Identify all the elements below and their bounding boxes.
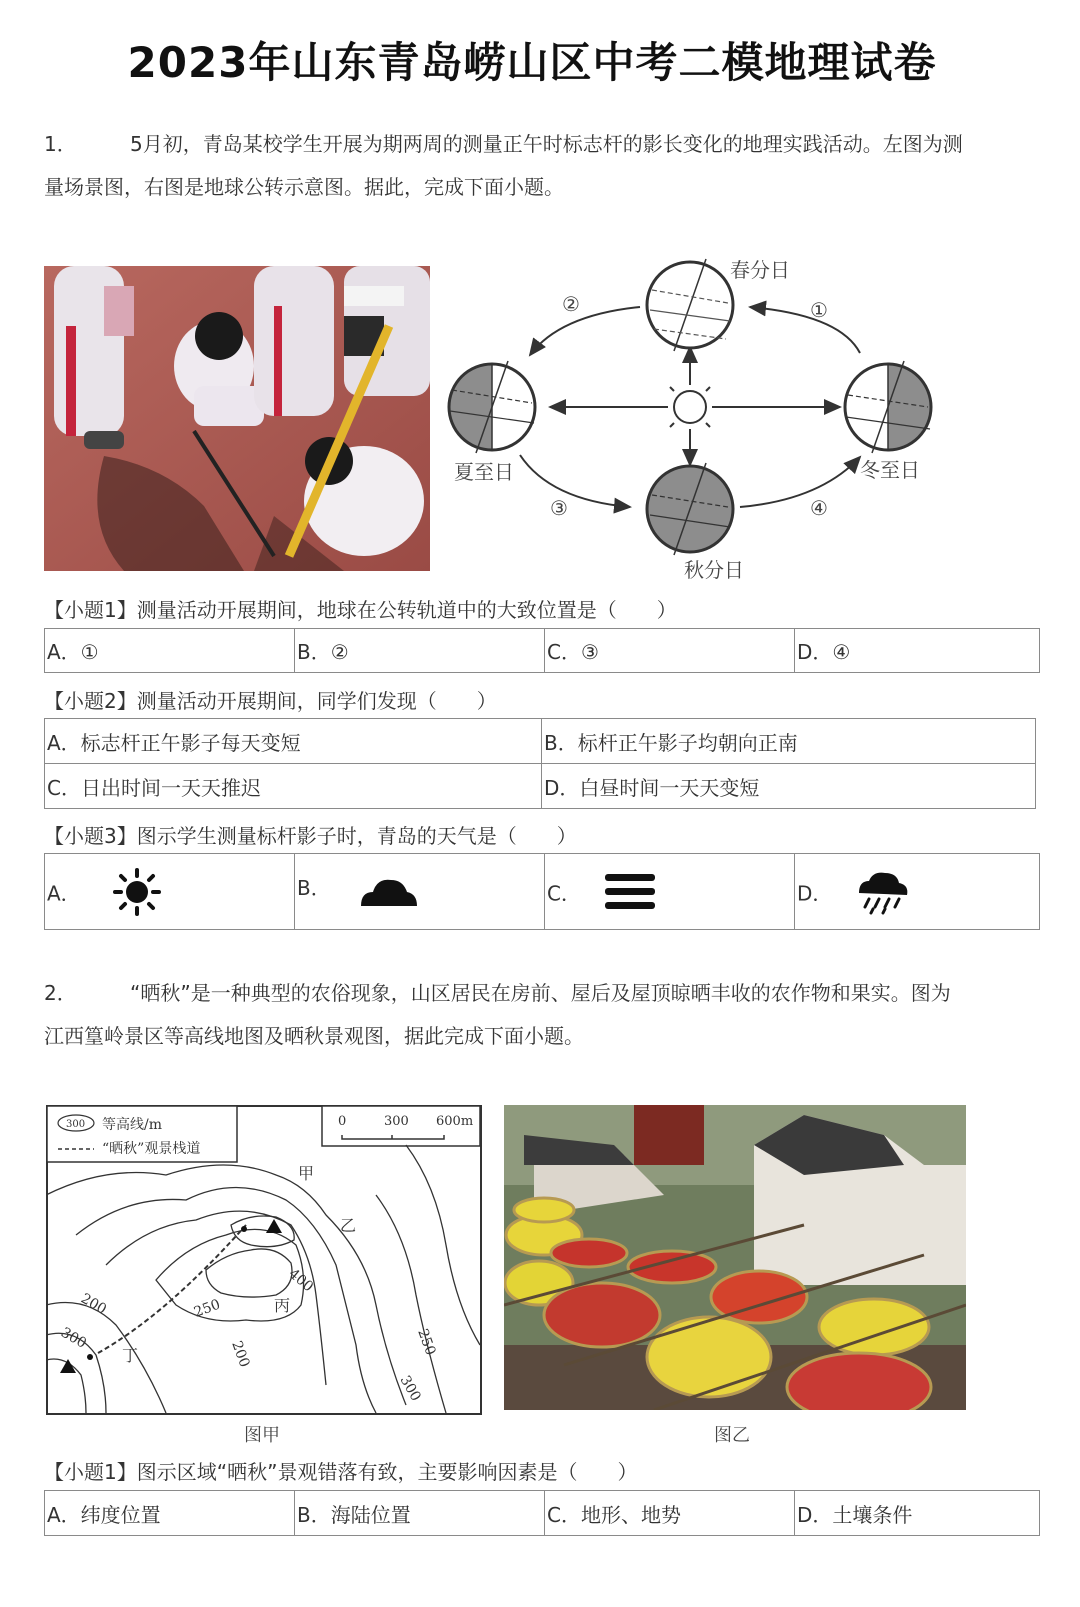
svg-text:400: 400 (285, 1265, 317, 1296)
svg-text:250: 250 (414, 1326, 439, 1358)
q1-sub3-option-b[interactable]: B． (295, 854, 545, 930)
label-arc-1: ① (810, 298, 828, 322)
q1-sub2-stem: 【小题2】测量活动开展期间，同学们发现（ ） (44, 689, 497, 713)
sunny-icon (107, 867, 167, 917)
label-winter: 冬至日 (860, 458, 920, 482)
svg-text:600m: 600m (436, 1114, 474, 1129)
earth-spring (647, 259, 733, 351)
q1-sub3-option-a[interactable]: A． (45, 854, 295, 930)
legend-trail-label: “晒秋”观景栈道 (102, 1141, 201, 1157)
q1-sub1-options (44, 628, 1040, 673)
orbit-arc-1 (750, 307, 860, 353)
caption-figure-a: 图甲 (244, 1425, 280, 1446)
svg-text:200: 200 (78, 1290, 110, 1318)
q1-sub2-option-b[interactable]: B．标杆正午影子均朝向正南 (542, 719, 1036, 764)
earth-revolution-diagram (440, 245, 960, 590)
orbit-arc-3 (520, 455, 630, 507)
orbit-arc-2 (530, 307, 640, 355)
q1-sub3-option-d[interactable]: D． (795, 854, 1040, 930)
label-autumn: 秋分日 (684, 558, 744, 582)
label-ding: 丁 (122, 1346, 139, 1365)
q2-sub1-stem: 【小题1】图示区域“晒秋”景观错落有致，主要影响因素是（ ） (44, 1460, 638, 1484)
label-arc-4: ④ (810, 496, 828, 520)
svg-text:0: 0 (338, 1114, 347, 1129)
cloudy-icon (357, 872, 421, 912)
q2-sub1-option-c[interactable]: C．地形、地势 (545, 1491, 795, 1536)
orbit-arc-4 (740, 457, 860, 507)
q1-sub1-option-a[interactable]: A．① (45, 629, 295, 673)
label-summer: 夏至日 (454, 460, 514, 484)
q1-sub1-stem: 【小题1】测量活动开展期间，地球在公转轨道中的大致位置是（ ） (44, 598, 677, 622)
legend-contour-label: 等高线/m (102, 1117, 162, 1133)
label-jia: 甲 (298, 1164, 315, 1183)
q1-sub3-option-c[interactable]: C． (545, 854, 795, 930)
q1-sub1-option-c[interactable]: C．③ (545, 629, 795, 673)
q1-sub2-options (44, 718, 1036, 809)
page-title: 2023年山东青岛崂山区中考二模地理试卷 (127, 38, 937, 87)
q2-sub1-option-a[interactable]: A．纬度位置 (45, 1491, 295, 1536)
svg-text:300: 300 (396, 1373, 424, 1405)
q1-sub1-option-d[interactable]: D．④ (795, 629, 1040, 673)
svg-text:250: 250 (191, 1296, 223, 1321)
q1-sub3-stem: 【小题3】图示学生测量标杆影子时，青岛的天气是（ ） (44, 824, 577, 848)
svg-text:300: 300 (384, 1114, 409, 1129)
question-1-number: 1． (44, 132, 77, 156)
question-2-text: 2． “晒秋”是一种典型的农俗现象，山区居民在房前、屋后及屋顶晾晒丰收的农作物和果实。图为 江西篁岭景区等高线地图及晒秋景观图，据此完成下面小题。 (44, 972, 1034, 1058)
caption-figure-b: 图乙 (714, 1425, 750, 1446)
q1-sub2-option-c[interactable]: C．日出时间一天天推迟 (45, 764, 542, 809)
q1-sub2-option-a[interactable]: A．标志杆正午影子每天变短 (45, 719, 542, 764)
earth-summer (449, 361, 535, 453)
label-arc-2: ② (562, 292, 580, 316)
question-2-number: 2． (44, 981, 77, 1005)
fog-icon (603, 870, 659, 914)
label-spring: 春分日 (730, 258, 790, 282)
rain-icon (855, 869, 911, 915)
label-yi: 乙 (340, 1216, 357, 1235)
q1-sub3-options (44, 853, 1040, 930)
sun-drying-photo (504, 1105, 966, 1410)
svg-text:300: 300 (58, 1324, 90, 1352)
label-bing: 丙 (274, 1296, 291, 1315)
q2-sub1-option-d[interactable]: D．土壤条件 (795, 1491, 1040, 1536)
label-arc-3: ③ (550, 496, 568, 520)
legend-contour-sample: 300 (66, 1119, 86, 1130)
earth-autumn (647, 463, 733, 555)
question-1-text: 1． 5月初，青岛某校学生开展为期两周的测量正午时标志杆的影长变化的地理实践活动。左图为测 量场景图，右图是地球公转示意图。据此，完成下面小题。 (44, 123, 1034, 209)
q2-sub1-options (44, 1490, 1040, 1536)
sun-icon (662, 379, 718, 435)
contour-map (46, 1105, 482, 1415)
q1-sub1-option-b[interactable]: B．② (295, 629, 545, 673)
svg-text:200: 200 (228, 1338, 253, 1370)
earth-winter (845, 361, 931, 453)
measurement-scene-photo (44, 266, 430, 571)
q1-sub2-option-d[interactable]: D．白昼时间一天天变短 (542, 764, 1036, 809)
q2-sub1-option-b[interactable]: B．海陆位置 (295, 1491, 545, 1536)
